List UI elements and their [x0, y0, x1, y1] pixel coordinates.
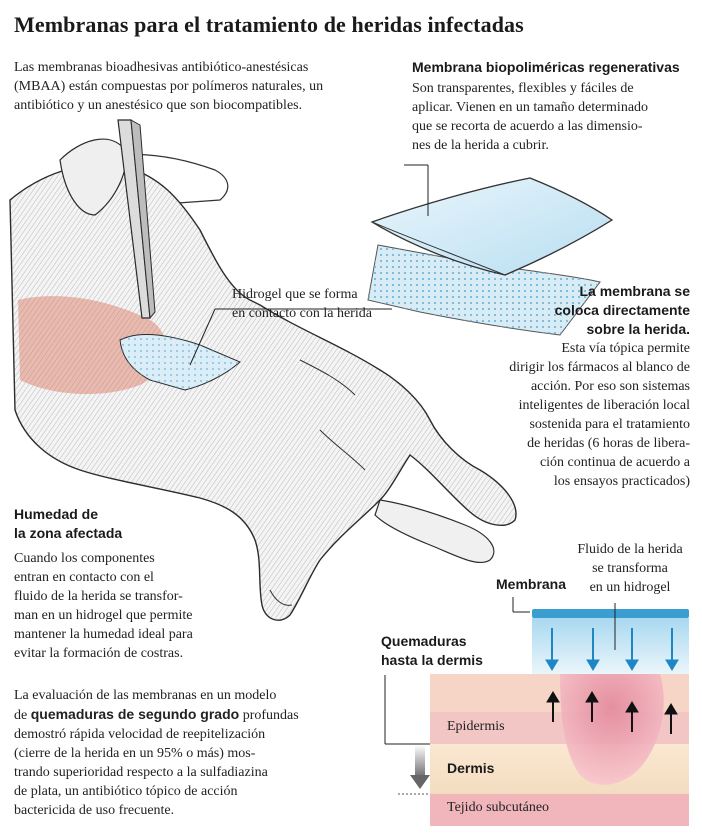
placement-line: ción continua de acuerdo a — [539, 455, 690, 470]
hydrogel-label — [232, 285, 372, 323]
fluid-label-line: Fluido de la herida — [577, 542, 683, 557]
evaluation-line: demostró rápida velocidad de reepitelización — [14, 727, 266, 742]
burns-label-line: Quemaduras — [381, 633, 467, 649]
membrane-label: Membrana — [496, 576, 567, 592]
membrane-info-line: aplicar. Vienen en un tamaño determinado — [412, 100, 649, 115]
placement-line: sostenida para el tratamiento — [529, 417, 690, 432]
intro-line: Las membranas bioadhesivas antibiótico-anestésicas — [14, 60, 309, 75]
evaluation-text: de — [14, 708, 31, 723]
evaluation-line: de plata, un antibiótico tópico de acción — [14, 784, 238, 799]
placement-heading-line: coloca directamente — [554, 302, 690, 318]
humidity-block — [14, 505, 193, 663]
burn-depth-arrow — [385, 675, 430, 794]
dermis-label: Dermis — [447, 760, 495, 776]
membrane-info — [412, 58, 680, 155]
burns-label-line: hasta la dermis — [381, 652, 483, 668]
hydrogel-label-line: en contacto con la herida — [232, 306, 372, 321]
humidity-line: Cuando los componentes — [14, 551, 155, 566]
placement-line: los ensayos practicados) — [553, 474, 690, 489]
intro-text — [14, 58, 323, 115]
placement-heading-line: sobre la herida. — [586, 321, 690, 337]
page-title: Membranas para el tratamiento de heridas infectadas — [14, 12, 524, 37]
evaluation-line: (cierre de la herida en un 95% o más) mos- — [14, 746, 256, 761]
evaluation-line — [14, 705, 299, 725]
humidity-line: man en un hidrogel que permite — [14, 608, 193, 623]
placement-block — [410, 282, 690, 491]
membrane-info-line: que se recorta de acuerdo a las dimensio- — [412, 119, 643, 134]
placement-line: Esta vía tópica permite — [561, 341, 690, 356]
epidermis-label: Epidermis — [447, 719, 505, 734]
evaluation-block — [14, 686, 299, 820]
humidity-heading-line: Humedad de — [14, 506, 99, 522]
membrane-info-line: Son transparentes, flexibles y fáciles de — [412, 81, 634, 96]
placement-line: acción. Por eso son sistemas — [530, 379, 690, 394]
placement-heading-line: La membrana se — [579, 283, 690, 299]
membrane-info-heading: Membrana biopoliméricas regenerativas — [412, 59, 680, 75]
evaluation-bold: quemaduras de segundo grado — [30, 706, 240, 722]
humidity-heading-line: la zona afectada — [14, 525, 123, 541]
placement-line: inteligentes de liberación local — [518, 398, 690, 413]
placement-line: dirigir los fármacos al blanco de — [509, 360, 690, 375]
subcutaneous-label: Tejido subcutáneo — [447, 800, 550, 815]
burns-label — [381, 632, 483, 670]
humidity-line: entran en contacto con el — [14, 570, 154, 585]
fluid-label-line: se transforma — [592, 561, 668, 576]
evaluation-line: trando superioridad respecto a la sulfadiazina — [14, 765, 268, 780]
evaluation-line: bactericida de uso frecuente. — [14, 803, 175, 818]
placement-line: de heridas (6 horas de libera- — [527, 436, 690, 451]
fluid-label-line: en un hidrogel — [589, 580, 671, 595]
intro-line: antibiótico y un anestésico que son biocompatibles. — [14, 98, 303, 113]
membrane-info-line: nes de la herida a cubrir. — [412, 138, 549, 153]
hydrogel-label-line: Hidrogel que se forma — [232, 287, 358, 302]
humidity-line: evitar la formación de costras. — [14, 646, 184, 661]
evaluation-text: profundas — [239, 708, 299, 723]
evaluation-line: La evaluación de las membranas en un modelo — [14, 688, 277, 703]
intro-line: (MBAA) están compuestas por polímeros naturales, un — [14, 79, 324, 94]
fluid-label — [560, 540, 700, 597]
humidity-line: mantener la humedad ideal para — [14, 627, 193, 642]
humidity-line: fluido de la herida se transfor- — [14, 589, 183, 604]
